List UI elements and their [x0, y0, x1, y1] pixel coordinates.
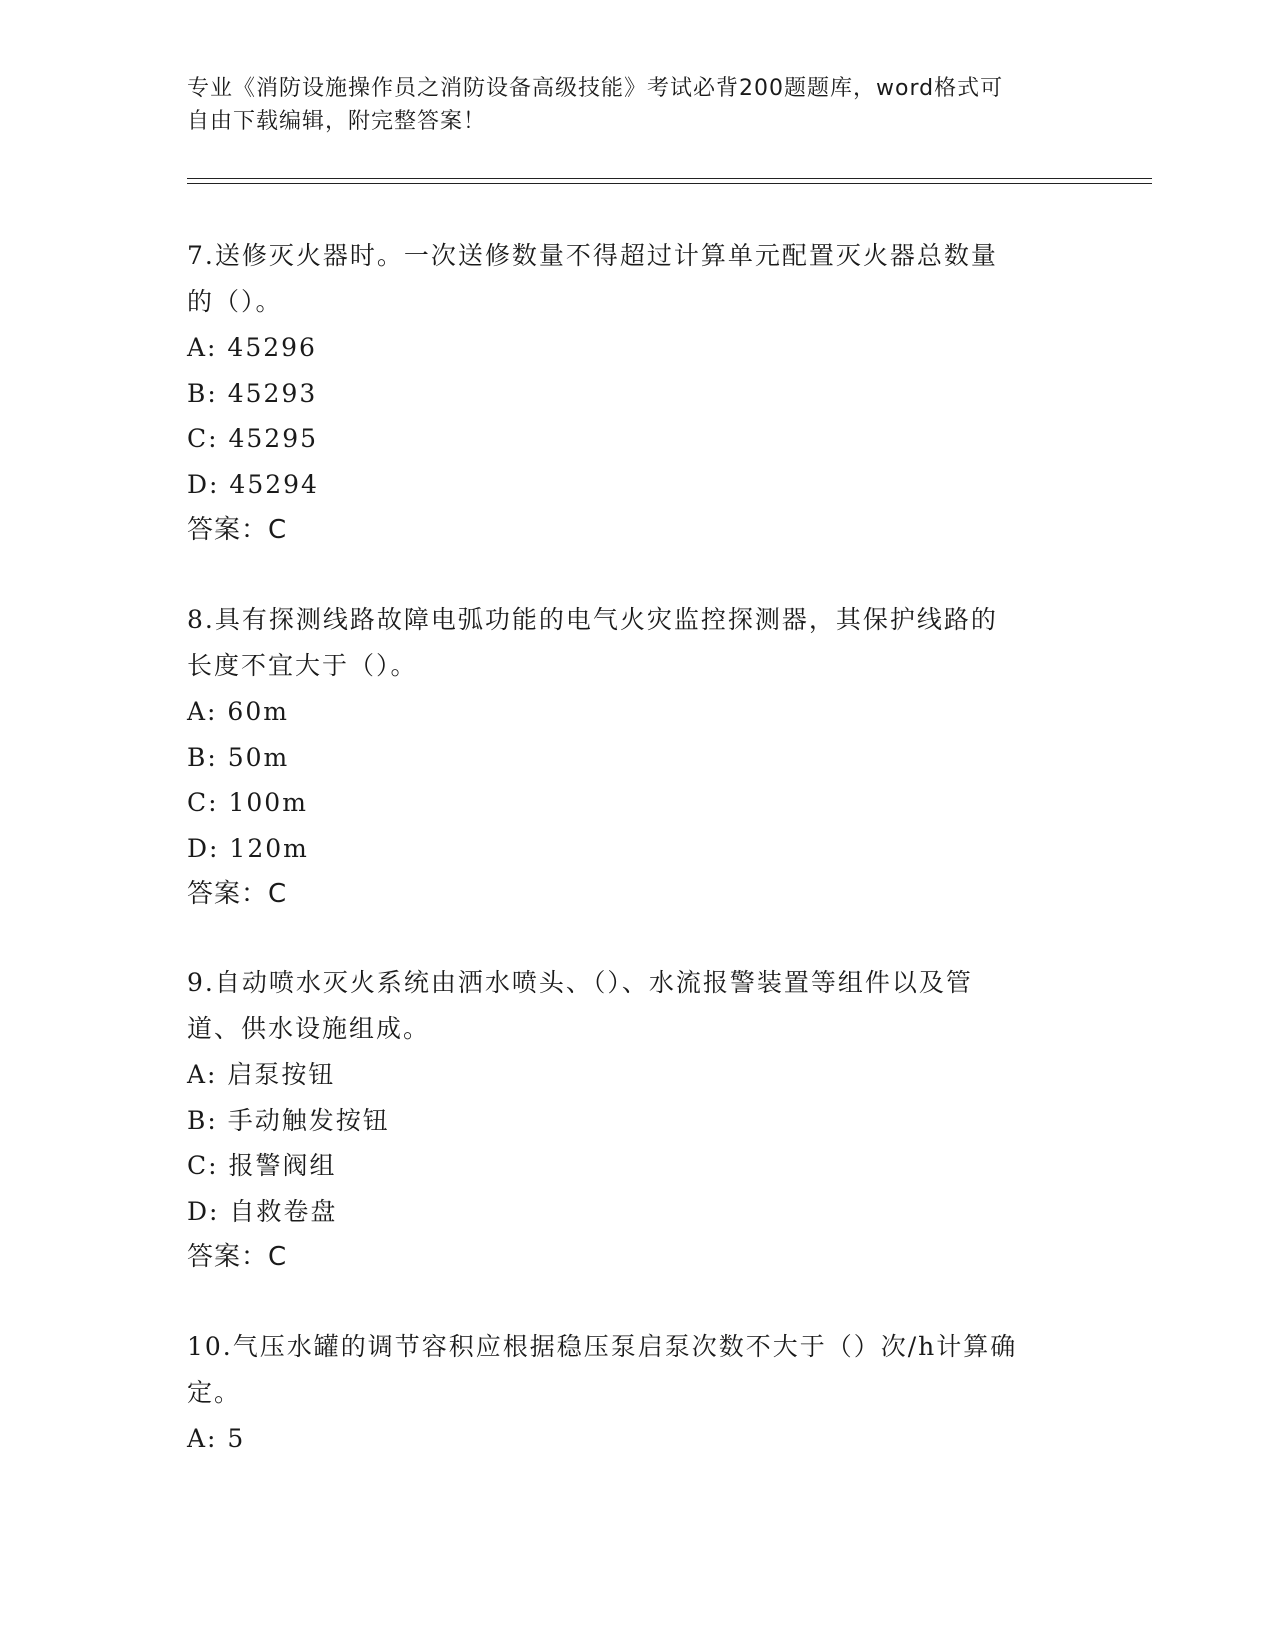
question-8: [187, 597, 1067, 917]
option-c: C: 报警阀组: [187, 1151, 337, 1180]
question-stem-line-2: 道、供水设施组成。: [187, 1014, 431, 1043]
header-divider-bottom: [187, 183, 1152, 184]
document-header: [187, 72, 1067, 138]
answer-line: 答案：C: [187, 515, 288, 545]
question-stem-line-1: 9.自动喷水灭火系统由洒水喷头、（）、水流报警装置等组件以及管: [187, 968, 973, 997]
option-a: A: 45296: [187, 333, 317, 362]
option-b: B: 45293: [187, 378, 318, 408]
question-10: [187, 1324, 1067, 1462]
question-stem-line-1: 7.送修灭火器时。一次送修数量不得超过计算单元配置灭火器总数量: [187, 241, 998, 270]
question-stem-line-2: 定。: [187, 1378, 242, 1407]
option-d: D: 自救卷盘: [187, 1196, 338, 1226]
header-divider-top: [187, 178, 1152, 179]
header-title-line-1: 专业《消防设施操作员之消防设备高级技能》考试必背200题题库，word格式可: [187, 76, 1004, 101]
question-stem-line-2: 的（）。: [187, 287, 283, 316]
option-c: C: 100m: [187, 788, 308, 817]
question-7: [187, 233, 1067, 553]
option-d: D: 120m: [187, 833, 309, 863]
question-stem-line-1: 10.气压水罐的调节容积应根据稳压泵启泵次数不大于（）次/h计算确: [187, 1332, 1018, 1361]
option-a: A: 启泵按钮: [187, 1060, 336, 1089]
option-a: A: 60m: [187, 697, 289, 726]
header-title-line-2: 自由下载编辑，附完整答案！: [187, 109, 487, 134]
answer-line: 答案：C: [187, 1242, 288, 1272]
answer-line: 答案：C: [187, 879, 288, 909]
option-d: D: 45294: [187, 469, 319, 499]
question-9: [187, 960, 1067, 1280]
option-b: B: 50m: [187, 742, 290, 772]
question-stem-line-1: 8.具有探测线路故障电弧功能的电气火灾监控探测器，其保护线路的: [187, 605, 998, 634]
option-c: C: 45295: [187, 424, 319, 453]
option-a: A: 5: [187, 1424, 246, 1453]
option-b: B: 手动触发按钮: [187, 1105, 390, 1135]
question-stem-line-2: 长度不宜大于（）。: [187, 651, 418, 680]
